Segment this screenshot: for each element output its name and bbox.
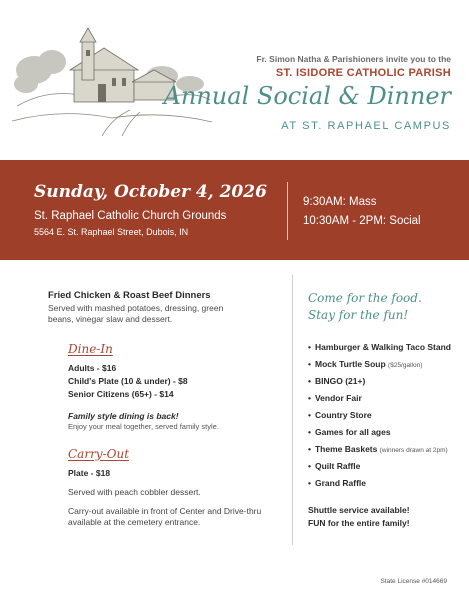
bullet-icon: • <box>308 460 311 471</box>
list-item: • Theme Baskets (winners drawn at 2pm) <box>308 443 448 454</box>
list-item: • Games for all ages <box>308 426 391 437</box>
event-info-band <box>0 160 469 260</box>
price-adults: Adults - $16 <box>68 363 117 374</box>
band-divider <box>287 182 288 240</box>
closing-notes <box>308 504 458 530</box>
bullet-icon: • <box>308 443 311 454</box>
dinners-title: Fried Chicken & Roast Beef Dinners <box>48 290 211 301</box>
bullet-icon: • <box>308 426 311 437</box>
social-time: 10:30AM - 2PM: Social <box>303 215 421 227</box>
list-item: • Hamburger & Walking Taco Stand <box>308 341 452 352</box>
fun-note: FUN for the entire family! <box>308 517 410 528</box>
parish-name: ST. ISIDORE CATHOLIC PARISH <box>275 67 451 79</box>
event-date: Sunday, October 4, 2026 <box>34 182 267 202</box>
price-senior: Senior Citizens (65+) - $14 <box>68 388 174 399</box>
tagline-fun: Stay for the fun! <box>308 308 409 323</box>
bullet-icon: • <box>308 358 311 369</box>
list-item: • BINGO (21+) <box>308 375 366 386</box>
drive-thru-note: Carry-out available in front of Center and Drive-thru available at the cemetery entrance. <box>68 506 262 528</box>
family-style-subtitle: Enjoy your meal together, served family style. <box>68 421 219 431</box>
list-item: • Country Store <box>308 409 372 420</box>
event-address: 5564 E. St. Raphael Street, Dubois, IN <box>34 227 189 237</box>
event-location: St. Raphael Catholic Church Grounds <box>34 210 227 222</box>
list-item: • Grand Raffle <box>308 477 366 488</box>
shuttle-note: Shuttle service available! <box>308 504 410 515</box>
family-style-title: Family style dining is back! <box>68 410 179 421</box>
state-license: State License #014669 <box>380 578 447 585</box>
bullet-icon: • <box>308 392 311 403</box>
price-plate: Plate - $18 <box>68 467 111 478</box>
bullet-icon: • <box>308 341 311 352</box>
dinners-description: Served with mashed potatoes, dressing, green beans, vinegar slaw and dessert. <box>48 303 224 324</box>
bullet-icon: • <box>308 409 311 420</box>
column-divider <box>292 275 293 545</box>
tagline-food: Come for the food. <box>308 291 422 305</box>
campus-line: AT ST. RAPHAEL CAMPUS <box>281 120 451 132</box>
mass-time: 9:30AM: Mass <box>303 196 377 208</box>
list-item: • Vendor Fair <box>308 392 362 403</box>
carry-out-section <box>68 447 283 529</box>
carry-out-title: Carry-Out <box>68 446 130 461</box>
list-item: • Mock Turtle Soup ($25/gallon) <box>308 358 423 369</box>
price-child: Child's Plate (10 & under) - $8 <box>68 376 188 386</box>
activities-list <box>308 339 458 492</box>
bullet-icon: • <box>308 477 311 488</box>
activities-column <box>308 290 458 530</box>
menu-column <box>48 290 283 528</box>
dine-in-title: Dine-In <box>68 342 113 357</box>
invite-line: Fr. Simon Natha & Parishioners invite you to the <box>256 54 451 64</box>
bullet-icon: • <box>308 375 311 386</box>
event-title: Annual Social & Dinner <box>163 82 451 110</box>
dine-in-section <box>68 342 283 430</box>
list-item: • Quilt Raffle <box>308 460 361 471</box>
header <box>0 0 469 160</box>
church-illustration <box>12 26 212 136</box>
cobbler-note: Served with peach cobbler dessert. <box>68 487 201 498</box>
